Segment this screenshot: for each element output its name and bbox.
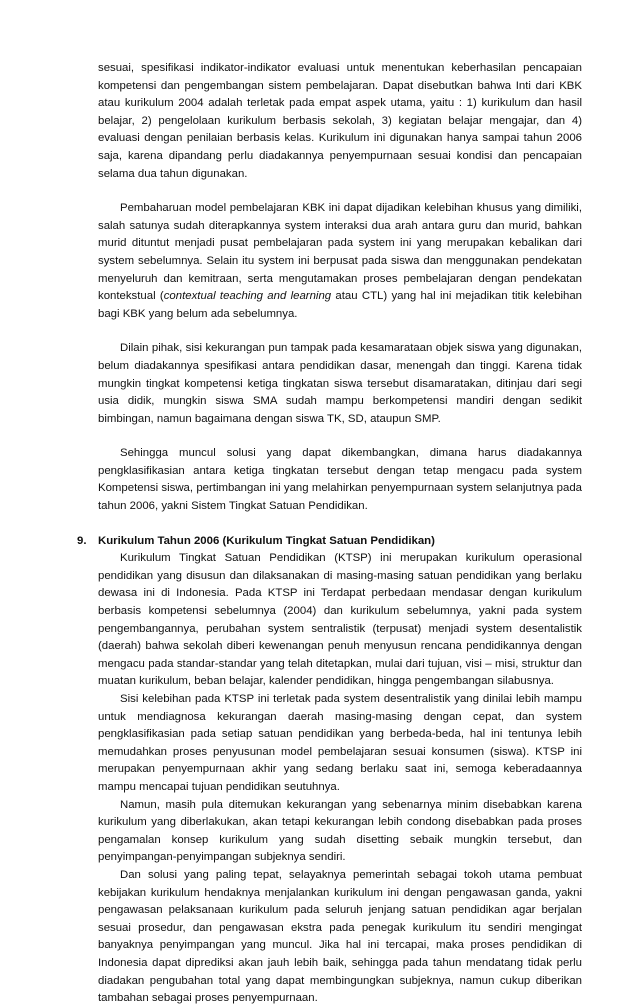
paragraph-kbk-continuation: sesuai, spesifikasi indikator-indikator evaluasi untuk menentukan keberhasilan pencapaian kompetensi dan pengembangan sistem pembelajaran. Dapat disebutkan bahwa Inti dari KBK atau kurikulum 2004 adalah terletak pada empat aspek utama, yaitu : 1) kurikulum dan hasil belajar, 2) pengelolaan kurikulum berbasis sekolah, 3) kegiatan belajar mengajar, dan 4) evaluasi dengan penilaian berbasis kelas. Kurikulum ini digunakan hanya sampai tahun 2006 saja, karena dipandang perlu diadakannya penyempurnaan sesuai kondisi dan pencapaian selama dua tahun digunakan. <box>98 62 582 180</box>
section-heading <box>77 533 582 551</box>
paragraph-ktsp-solution: Dan solusi yang paling tepat, selayaknya pemerintah sebagai tokoh utama pembuat kebijakan kurikulum hendaknya menjalankan kurikulum ini dengan pengawasan ganda, yakni pengawasan pelaksanaan kurikulum pada seluruh jenjang satuan pendidikan agar berjalan sesuai prosedur, dan pengawasan ekstra pada penegak kurikulum itu sendiri mengingat banyaknya penyimpangan yang muncul. Jika hal ini tercapai, maka proses pendidikan di Indonesia dapat diprediksi akan jauh lebih baik, sehingga pada tahun mendatang tidak perlu diadakan pengubahan total yang dapat membingungkan subjeknya, namun cukup diberikan tambahan sebagai proses penyempurnaan. <box>98 868 582 1005</box>
paragraph-kbk-advantages <box>98 200 582 323</box>
paragraph-gap <box>98 428 582 445</box>
paragraph-kbk-weaknesses: Dilain pihak, sisi kekurangan pun tampak pada kesamarataan objek siswa yang digunakan, belum diadakannya spesifikasi antara pendidikan dasar, menengah dan tinggi. Karena tidak mungkin tingkat kompetensi ketiga tingkatan siswa tersebut disamaratakan, ditinjau dari segi usia didik, mungkin siswa SMA sudah mampu berkompetensi mandiri dengan sedikit bimbingan, namun bagaimana dengan siswa TK, SD, ataupun SMP. <box>98 342 582 425</box>
paragraph-gap <box>98 323 582 340</box>
paragraph-kbk-solution: Sehingga muncul solusi yang dapat dikembangkan, dimana harus diadakannya pengklasifikasian antara ketiga tingkatan tersebut dengan tetap mengacu pada system Kompetensi siswa, pertimbangan ini yang melahirkan penyempurnaan system selanjutnya pada tahun 2006, yakni Sistem Tingkat Satuan Pendidikan. <box>98 447 582 513</box>
paragraph-gap <box>98 183 582 200</box>
section-number: 9. <box>77 534 87 547</box>
section-title: Kurikulum Tahun 2006 (Kurikulum Tingkat Satuan Pendidikan) <box>98 534 435 547</box>
paragraph-gap <box>98 516 582 533</box>
paragraph-text: Pembaharuan model pembelajaran KBK ini dapat dijadikan kelebihan khusus yang dimiliki, salah satunya sudah diterapkannya system interaksi dua arah antara guru dan murid, bahkan murid dituntut menjadi pusat pembelajaran pada system ini yang merupakan kebalikan dari system sebelumnya. Selain itu system ini berpusat pada siswa dan menggunakan pendekatan menyeluruh dan kemitraan, serta mengutamakan proses pembelajaran dengan pendekatan kontekstual ( <box>98 202 582 303</box>
paragraph-ktsp-weaknesses: Namun, masih pula ditemukan kekurangan yang sebenarnya minim disebabkan karena kurikulum yang diberlakukan, akan tetapi kekurangan lebih condong disebabkan pada proses pengamalan konsep kurikulum yang sudah disetting sebaik mungkin tersebut, dan penyimpangan-penyimpangan subjeknya sendiri. <box>98 798 582 864</box>
paragraph-text: atau CTL) yang hal ini mejadikan titik kelebihan bagi KBK yang belum ada sebelumnya. <box>98 290 582 320</box>
italic-term: contextual teaching and learning <box>163 290 332 303</box>
paragraph-ktsp-advantages: Sisi kelebihan pada KTSP ini terletak pada system desentralistik yang dinilai lebih mampu untuk mendiagnosa kekurangan daerah masing-masing dengan cepat, dan system pengklasifikasian pada setiap satuan pendidikan yang berbeda-beda, hal ini tentunya lebih memudahkan proses penyusunan model pembelajaran sesuai konsumen (siswa). KTSP ini merupakan penyempurnaan akhir yang sedang berlaku saat ini, semoga keberadaannya mampu mencapai tujuan pendidikan seutuhnya. <box>98 693 582 793</box>
paragraph-ktsp-definition: Kurikulum Tingkat Satuan Pendidikan (KTSP) ini merupakan kurikulum operasional pendidikan yang disusun dan dilaksanakan di masing-masing satuan pendidikan yang berlaku dewasa ini di Indonesia. Pada KTSP ini Terdapat perbedaan mendasar dengan kurikulum berbasis kompetensi sebelumnya (2004) dan kurikulum sebelumnya, yakni pada system pengembangannya, perubahan system sentralistik (terpusat) menjadi system desentalistik (daerah) bahwa sekolah diberi kewenangan penuh menyusun rencana pendidikannya dengan mengacu pada standar-standar yang telah ditetapkan, mulai dari tujuan, visi – misi, struktur dan muatan kurikulum, beban belajar, kalender pendidikan, hingga pengembangan silabusnya. <box>98 552 582 688</box>
